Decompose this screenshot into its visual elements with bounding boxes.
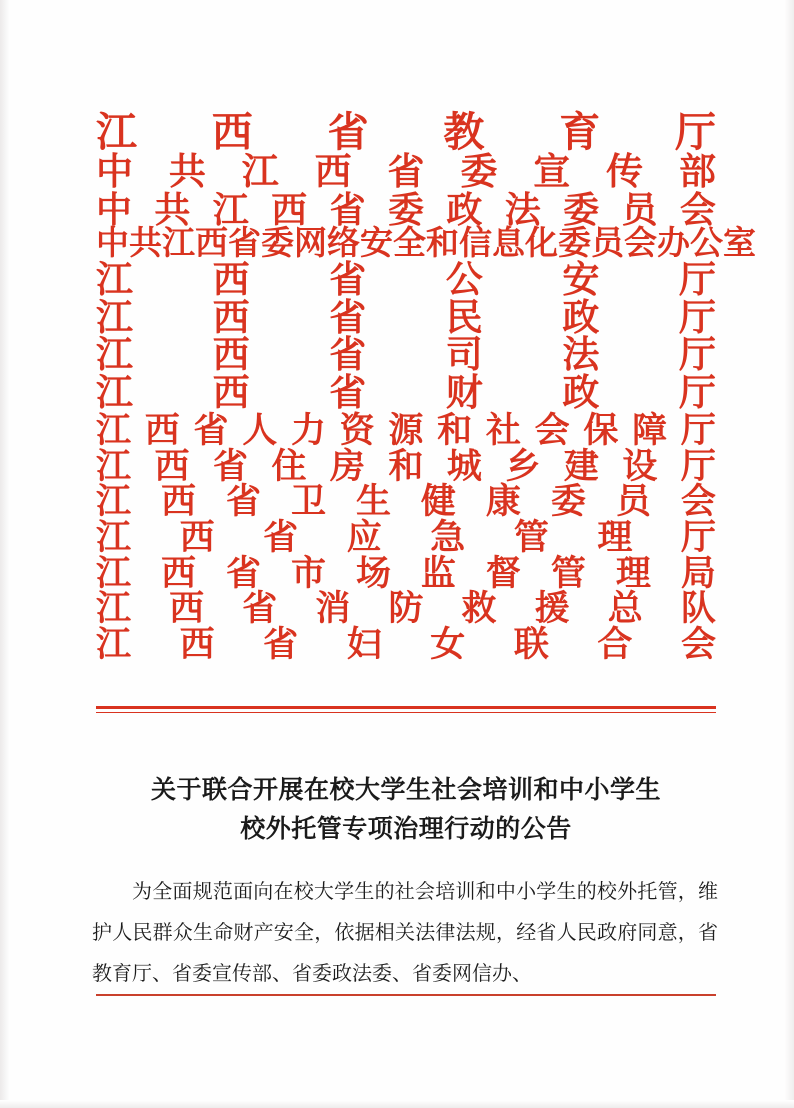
masthead-char: 人 — [242, 410, 278, 450]
document-title — [96, 772, 716, 850]
masthead-char: 络 — [327, 226, 360, 263]
masthead-char: 江 — [96, 335, 133, 377]
masthead-char: 设 — [622, 446, 658, 486]
masthead-char: 省 — [329, 189, 366, 230]
masthead-char: 总 — [607, 589, 643, 629]
masthead-char: 西 — [144, 410, 180, 450]
masthead-char: 委 — [558, 226, 591, 263]
masthead-char: 西 — [160, 553, 196, 593]
masthead-char: 江 — [96, 259, 133, 301]
masthead-line-14 — [96, 591, 716, 627]
masthead-char: 省 — [225, 553, 261, 593]
masthead-char: 江 — [96, 373, 133, 415]
document-title-line-1: 关于联合开展在校大学生社会培训和中小学生 — [150, 777, 661, 804]
masthead-char: 西 — [212, 335, 250, 377]
masthead-char: 公 — [445, 259, 483, 301]
masthead-char: 合 — [597, 624, 633, 664]
masthead-char: 政 — [562, 373, 600, 415]
masthead-char: 资 — [339, 410, 375, 450]
masthead-char: 应 — [346, 517, 382, 557]
masthead-char: 市 — [290, 553, 326, 593]
masthead-char: 江 — [241, 151, 279, 193]
body-paragraph-1: 为全面规范面向在校大学生的社会培训和中小学生的校外托管，维护人民群众生命财产安全，依据相关法律法规，经省人民政府同意，省教育厅、省委宣传部、省委政法委、省委网信办、 — [92, 881, 718, 985]
masthead-line-1 — [96, 109, 716, 155]
masthead-char: 省 — [242, 589, 278, 629]
masthead-char: 省 — [329, 259, 367, 301]
masthead-char: 女 — [430, 624, 466, 664]
masthead-char: 信 — [459, 226, 492, 263]
masthead-line-4 — [96, 226, 756, 263]
masthead-char: 公 — [690, 226, 723, 263]
masthead-char: 员 — [615, 482, 651, 522]
masthead-char: 厅 — [680, 410, 716, 450]
masthead-char: 西 — [212, 259, 250, 301]
masthead-char: 财 — [445, 373, 483, 415]
masthead-char: 中 — [96, 151, 133, 193]
masthead-char: 西 — [169, 589, 205, 629]
masthead-char: 乡 — [505, 446, 541, 486]
masthead-line-10 — [96, 446, 716, 486]
masthead-char: 西 — [179, 624, 215, 664]
masthead-char: 局 — [680, 553, 716, 593]
masthead-char: 急 — [430, 517, 466, 557]
masthead-char: 康 — [485, 482, 521, 522]
masthead-char: 西 — [211, 109, 253, 155]
masthead-char: 厅 — [674, 109, 716, 155]
masthead-char: 会 — [624, 226, 657, 263]
masthead-char: 江 — [96, 553, 132, 593]
masthead-char: 援 — [534, 589, 570, 629]
masthead-char: 厅 — [680, 446, 716, 486]
masthead-char: 理 — [615, 553, 651, 593]
masthead-line-9 — [96, 410, 716, 450]
document-title-line-2: 校外托管专项治理行动的公告 — [240, 815, 572, 843]
separator-rule-thin — [96, 712, 716, 713]
masthead-char: 法 — [562, 335, 600, 377]
masthead-char: 江 — [96, 517, 132, 557]
masthead-char: 员 — [621, 189, 658, 230]
page-bottom-rule — [96, 994, 716, 996]
masthead-char: 教 — [443, 109, 485, 155]
masthead-char: 化 — [525, 226, 558, 263]
masthead-char: 省 — [225, 482, 261, 522]
masthead-char: 源 — [388, 410, 424, 450]
masthead-char: 江 — [96, 297, 133, 339]
masthead-char: 安 — [562, 259, 600, 301]
masthead-char: 场 — [355, 553, 391, 593]
masthead-char: 江 — [162, 226, 195, 263]
masthead-separator-rules — [96, 706, 716, 713]
masthead-char: 省 — [327, 109, 369, 155]
masthead-char: 队 — [680, 589, 716, 629]
masthead-char: 和 — [388, 446, 424, 486]
masthead-char: 委 — [563, 189, 600, 230]
masthead-char: 社 — [485, 410, 521, 450]
masthead-char: 救 — [461, 589, 497, 629]
masthead-char: 共 — [154, 189, 191, 230]
masthead-char: 住 — [271, 446, 307, 486]
masthead-char: 室 — [723, 226, 756, 263]
masthead-char: 安 — [360, 226, 393, 263]
masthead-char: 江 — [96, 589, 132, 629]
masthead-char: 全 — [393, 226, 426, 263]
separator-rule-thick — [96, 706, 716, 709]
masthead-char: 江 — [212, 189, 249, 230]
masthead-line-15 — [96, 624, 716, 664]
masthead-char: 省 — [263, 624, 299, 664]
masthead-char: 会 — [680, 482, 716, 522]
masthead-char: 政 — [562, 297, 600, 339]
masthead-char: 西 — [195, 226, 228, 263]
masthead-char: 西 — [154, 446, 190, 486]
masthead-char: 房 — [329, 446, 365, 486]
masthead-char: 网 — [294, 226, 327, 263]
masthead-char: 员 — [591, 226, 624, 263]
masthead-char: 办 — [657, 226, 690, 263]
masthead-char: 建 — [563, 446, 599, 486]
masthead-line-13 — [96, 553, 716, 593]
masthead-issuing-agencies — [96, 109, 756, 664]
masthead-char: 息 — [492, 226, 525, 263]
masthead-char: 保 — [583, 410, 619, 450]
masthead-char: 管 — [550, 553, 586, 593]
masthead-line-2 — [96, 151, 716, 193]
masthead-line-11 — [96, 484, 716, 520]
masthead-char: 力 — [290, 410, 326, 450]
masthead-char: 厅 — [678, 259, 716, 301]
masthead-line-3 — [96, 189, 716, 230]
masthead-char: 江 — [96, 624, 132, 664]
document-body — [92, 872, 718, 995]
masthead-char: 防 — [388, 589, 424, 629]
masthead-char: 障 — [632, 410, 668, 450]
masthead-char: 中 — [96, 226, 129, 263]
masthead-char: 政 — [446, 189, 483, 230]
masthead-char: 西 — [271, 189, 308, 230]
masthead-char: 省 — [228, 226, 261, 263]
masthead-char: 司 — [445, 335, 483, 377]
masthead-char: 西 — [212, 297, 250, 339]
masthead-char: 中 — [96, 189, 133, 230]
page-edge-right — [784, 0, 794, 1108]
masthead-char: 省 — [329, 373, 367, 415]
masthead-char: 健 — [420, 482, 456, 522]
masthead-char: 监 — [420, 553, 456, 593]
masthead-char: 江 — [96, 410, 132, 450]
masthead-char: 民 — [445, 297, 483, 339]
masthead-char: 西 — [212, 373, 250, 415]
masthead-char: 管 — [513, 517, 549, 557]
masthead-char: 和 — [426, 226, 459, 263]
masthead-char: 共 — [168, 151, 206, 193]
masthead-char: 委 — [550, 482, 586, 522]
masthead-char: 会 — [534, 410, 570, 450]
masthead-char: 联 — [513, 624, 549, 664]
masthead-char: 城 — [446, 446, 482, 486]
masthead-char: 厅 — [678, 335, 716, 377]
masthead-line-8 — [96, 375, 716, 413]
page-edge-bottom — [0, 1100, 794, 1108]
masthead-char: 育 — [559, 109, 601, 155]
masthead-char: 委 — [460, 151, 498, 193]
masthead-char: 省 — [329, 297, 367, 339]
masthead-char: 消 — [315, 589, 351, 629]
masthead-char: 妇 — [346, 624, 382, 664]
masthead-char: 省 — [212, 446, 248, 486]
masthead-char: 法 — [504, 189, 541, 230]
masthead-char: 省 — [263, 517, 299, 557]
page-edge-left — [0, 0, 10, 1108]
masthead-line-5 — [96, 259, 716, 301]
masthead-char: 西 — [314, 151, 352, 193]
masthead-char: 江 — [96, 482, 132, 522]
masthead-char: 和 — [437, 410, 473, 450]
masthead-char: 省 — [387, 151, 425, 193]
masthead-char: 委 — [261, 226, 294, 263]
masthead-char: 会 — [679, 189, 716, 230]
masthead-char: 厅 — [680, 517, 716, 557]
masthead-char: 宣 — [533, 151, 571, 193]
masthead-char: 卫 — [290, 482, 326, 522]
masthead-char: 督 — [485, 553, 521, 593]
masthead-char: 会 — [680, 624, 716, 664]
masthead-char: 省 — [193, 410, 229, 450]
masthead-char: 部 — [679, 151, 716, 193]
masthead-char: 江 — [96, 446, 132, 486]
masthead-line-6 — [96, 297, 716, 339]
masthead-char: 委 — [387, 189, 424, 230]
masthead-char: 西 — [160, 482, 196, 522]
masthead-char: 西 — [179, 517, 215, 557]
masthead-char: 传 — [606, 151, 644, 193]
masthead-line-12 — [96, 517, 716, 557]
masthead-char: 厅 — [678, 373, 716, 415]
masthead-line-7 — [96, 337, 716, 375]
masthead-char: 省 — [329, 335, 367, 377]
masthead-char: 生 — [355, 482, 391, 522]
masthead-char: 共 — [129, 226, 162, 263]
masthead-char: 理 — [597, 517, 633, 557]
masthead-char: 江 — [96, 109, 137, 155]
masthead-char: 厅 — [678, 297, 716, 339]
